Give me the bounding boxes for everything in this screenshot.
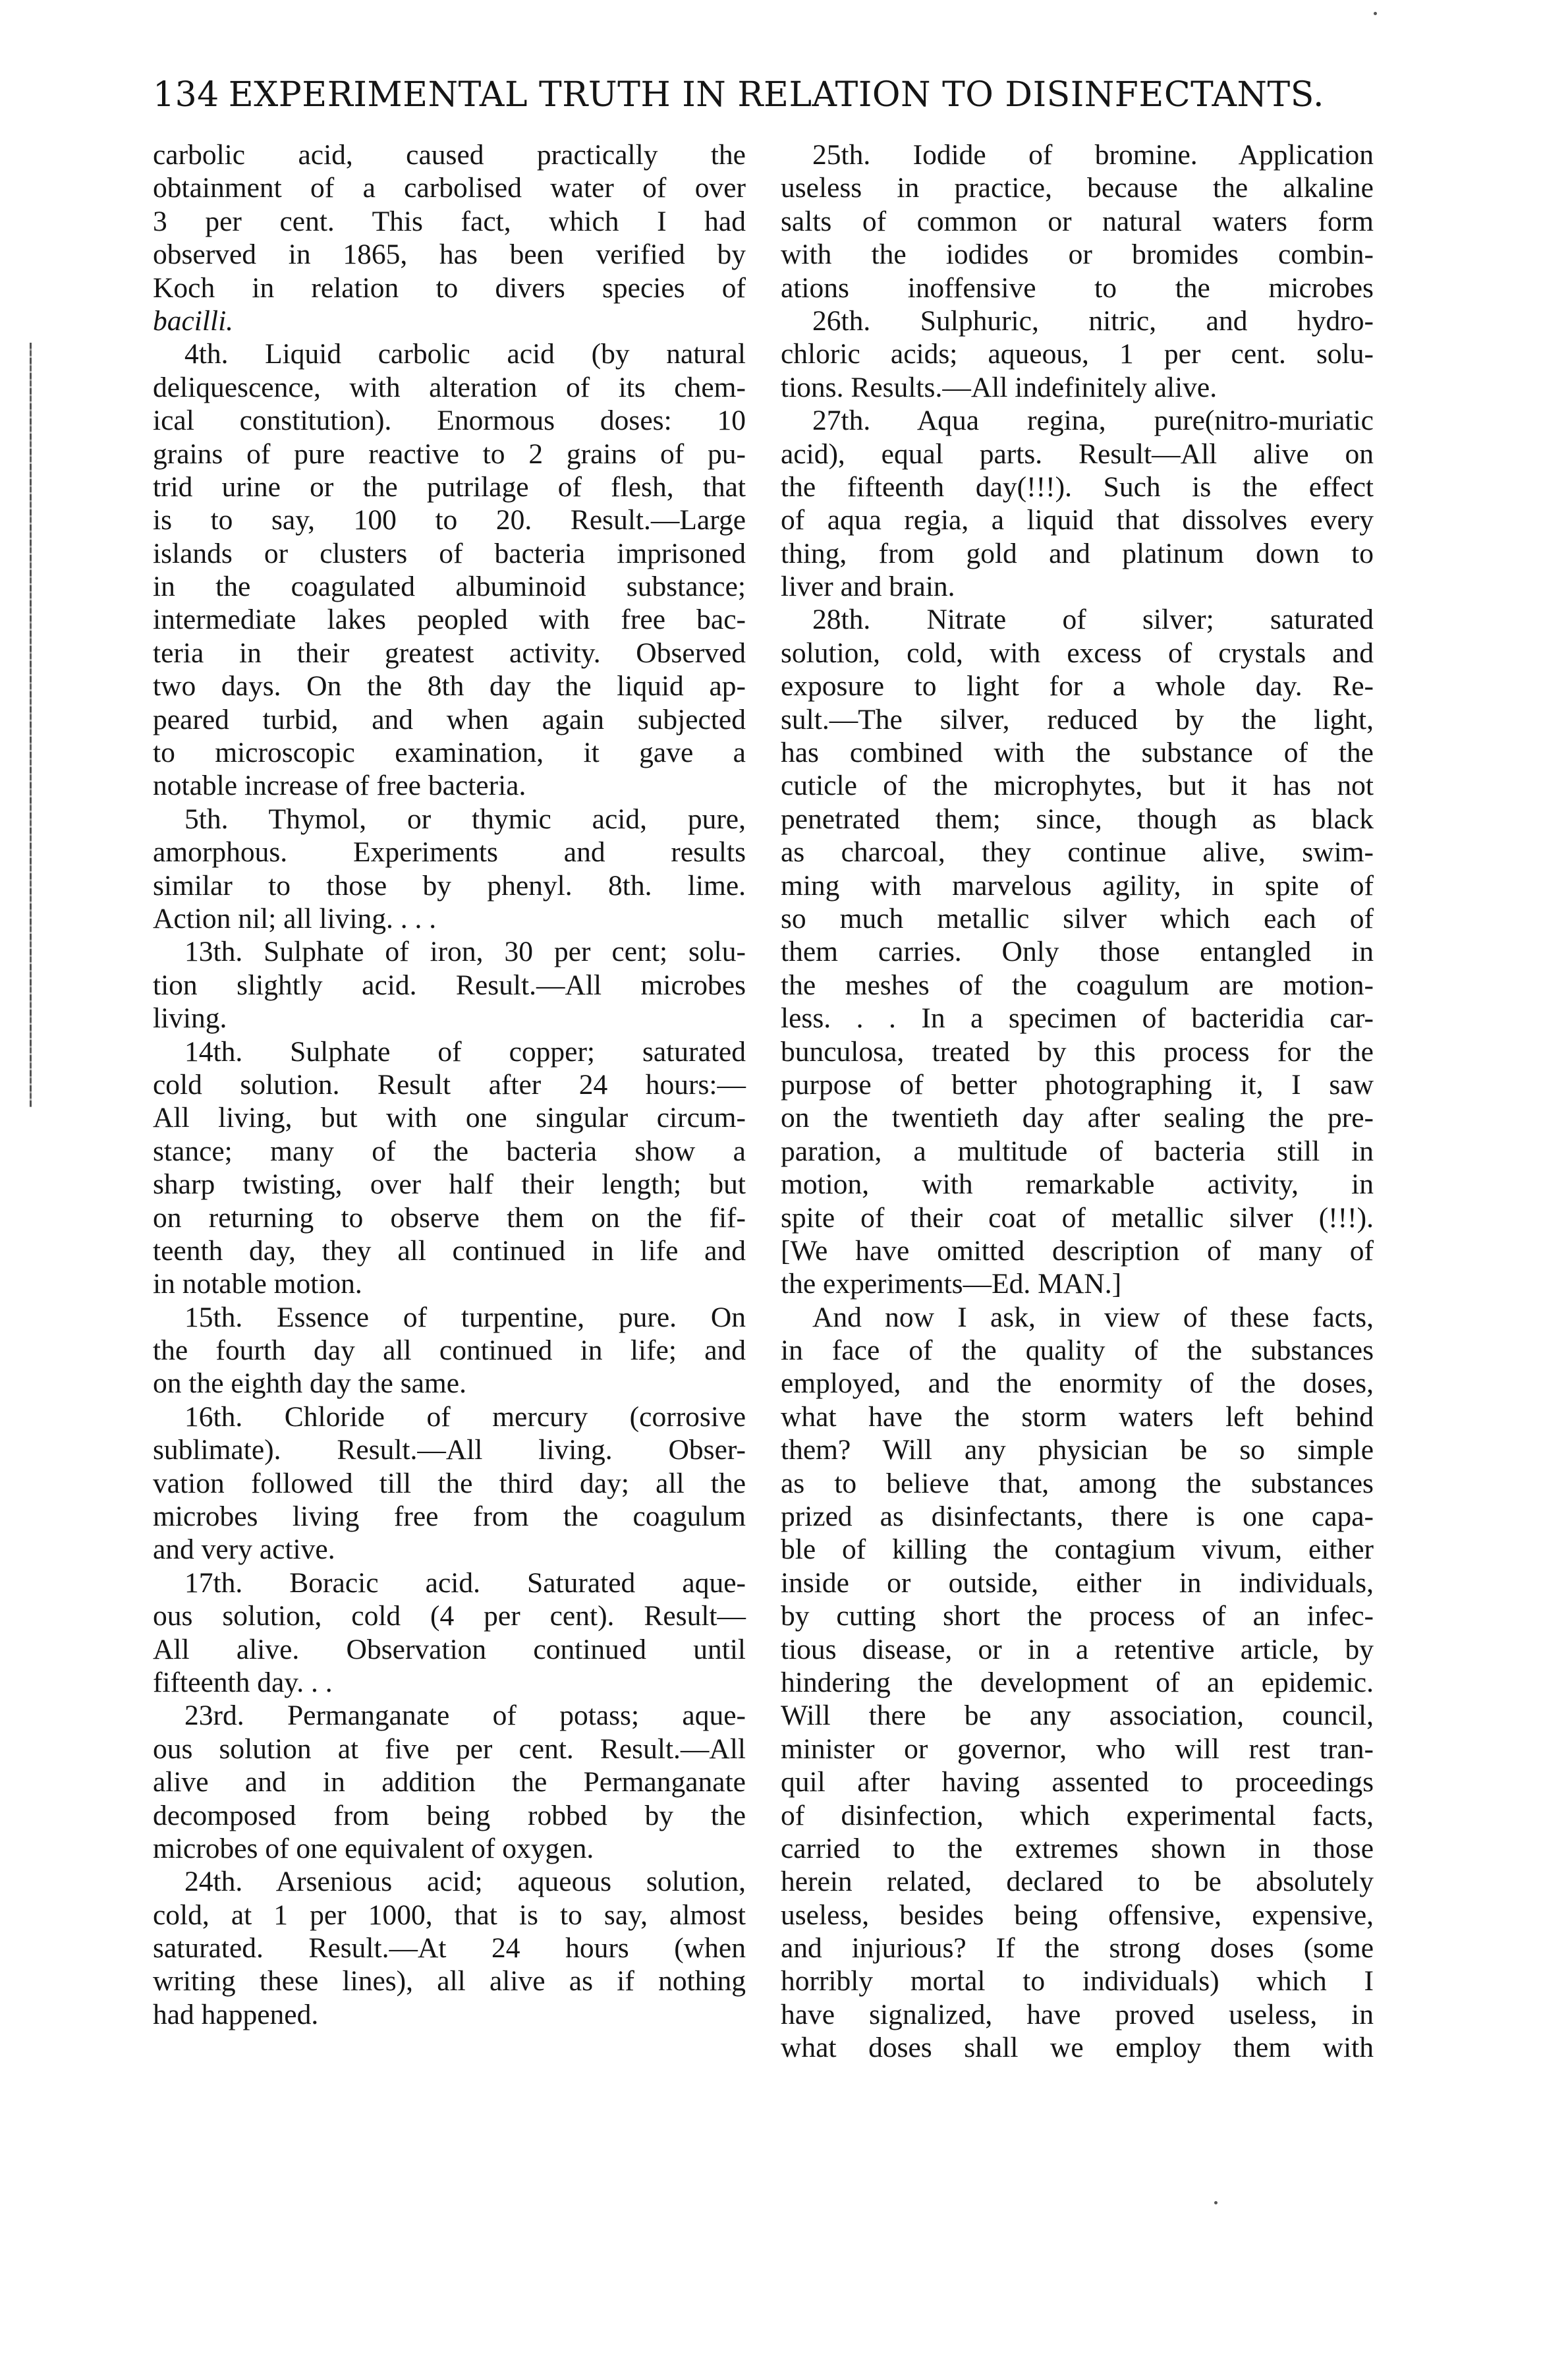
text-line: teenth day, they all continued in life and — [153, 1234, 746, 1267]
text-line: decomposed from being robbed by the — [153, 1799, 746, 1831]
text-line: intermediate lakes peopled with free bac- — [153, 604, 746, 636]
text-line: and very active. — [153, 1534, 335, 1566]
text-line: observed in 1865, has been verified by — [153, 239, 746, 271]
page-number: 134 — [153, 75, 219, 115]
text-line: All alive. Observation continued until — [153, 1633, 746, 1665]
text-line: sharp twisting, over half their length; but — [153, 1168, 746, 1201]
left-column — [153, 138, 746, 2031]
text-line: in the coagulated albuminoid substance; — [153, 571, 746, 603]
text-line: them carries. Only those entangled in — [781, 936, 1374, 968]
text-line: writing these lines), all alive as if nothing — [153, 1965, 746, 1997]
text-line: on the eighth day the same. — [153, 1367, 466, 1400]
right-column — [781, 138, 1374, 2065]
text-line: 4th. Liquid carbolic acid (by natural — [184, 338, 746, 370]
text-line: the experiments—Ed. MAN.] — [781, 1268, 1122, 1300]
text-line: similar to those by phenyl. 8th. lime. — [153, 869, 746, 902]
text-line: is to say, 100 to 20. Result.—Large — [153, 504, 746, 536]
text-line: sult.—The silver, reduced by the light, — [781, 703, 1374, 735]
text-line: All living, but with one singular circum- — [153, 1102, 746, 1134]
text-line: microbes living free from the coagulum — [153, 1501, 746, 1533]
text-line: obtainment of a carbolised water of over — [153, 172, 746, 204]
text-line: ble of killing the contagium vivum, either — [781, 1534, 1374, 1566]
text-line: minister or governor, who will rest tran- — [781, 1733, 1374, 1765]
text-line: them? Will any physician be so simple — [781, 1434, 1374, 1466]
text-line: useless, besides being offensive, expensive, — [781, 1899, 1374, 1931]
text-line: quil after having assented to proceedings — [781, 1766, 1374, 1798]
text-line: 16th. Chloride of mercury (corrosive — [184, 1400, 746, 1433]
text-line: 5th. Thymol, or thymic acid, pure, — [184, 803, 746, 835]
text-line: less. . . In a specimen of bacteridia car- — [781, 1002, 1374, 1035]
running-title: EXPERIMENTAL TRUTH IN RELATION TO DISINFECTANTS. — [228, 75, 1325, 115]
text-line: deliquescence, with alteration of its chem- — [153, 371, 746, 403]
text-line: salts of common or natural waters form — [781, 205, 1374, 237]
text-line: purpose of better photographing it, I saw — [781, 1068, 1374, 1101]
page-header — [153, 74, 1332, 116]
text-line: 28th. Nitrate of silver; saturated — [812, 604, 1374, 636]
text-line: ical constitution). Enormous doses: 10 — [153, 405, 746, 437]
text-line: acid), equal parts. Result—All alive on — [781, 438, 1374, 470]
text-line: 23rd. Permanganate of potass; aque- — [184, 1700, 746, 1732]
text-line: the meshes of the coagulum are motion- — [781, 969, 1374, 1001]
text-line: in notable motion. — [153, 1268, 362, 1300]
text-line: stance; many of the bacteria show a — [153, 1135, 746, 1167]
text-line: tious disease, or in a retentive article, by — [781, 1633, 1374, 1665]
text-line: what doses shall we employ them with — [781, 2032, 1374, 2064]
text-line: tions. Results.—All indefinitely alive. — [781, 371, 1218, 403]
text-line: saturated. Result.—At 24 hours (when — [153, 1932, 746, 1965]
text-line: useless in practice, because the alkaline — [781, 172, 1374, 204]
text-line: 13th. Sulphate of iron, 30 per cent; solu- — [184, 936, 746, 968]
text-line: cold solution. Result after 24 hours:— — [153, 1068, 746, 1101]
text-line: prized as disinfectants, there is one capa- — [781, 1501, 1374, 1533]
text-line: had happened. — [153, 1998, 319, 2030]
text-line: grains of pure reactive to 2 grains of pu- — [153, 438, 746, 470]
text-line: carried to the extremes shown in those — [781, 1832, 1374, 1864]
text-line: ations inoffensive to the microbes — [781, 272, 1374, 304]
text-line: on the twentieth day after sealing the pre- — [781, 1102, 1374, 1134]
text-line: 27th. Aqua regina, pure(nitro-muriatic — [812, 405, 1374, 437]
text-line: on returning to observe them on the fif- — [153, 1201, 746, 1234]
text-line: motion, with remarkable activity, in — [781, 1168, 1374, 1201]
text-line: hindering the development of an epidemic. — [781, 1666, 1374, 1698]
text-line: 15th. Essence of turpentine, pure. On — [184, 1301, 746, 1333]
text-line: teria in their greatest activity. Observed — [153, 637, 746, 669]
text-line: Koch in relation to divers species of — [153, 272, 746, 304]
text-line: in face of the quality of the substances — [781, 1335, 1374, 1367]
text-line: alive and in addition the Permanganate — [153, 1766, 746, 1798]
text-line: as charcoal, they continue alive, swim- — [781, 836, 1374, 869]
text-line: spite of their coat of metallic silver (!!!). — [781, 1201, 1374, 1234]
scan-speck — [1374, 12, 1377, 15]
text-line: ming with marvelous agility, in spite of — [781, 869, 1374, 902]
text-line: cuticle of the microphytes, but it has not — [781, 770, 1374, 802]
text-line: sublimate). Result.—All living. Obser- — [153, 1434, 746, 1466]
text-line: inside or outside, either in individuals, — [781, 1566, 1374, 1599]
text-line: bacilli. — [153, 304, 234, 337]
text-line: tion slightly acid. Result.—All microbes — [153, 969, 746, 1001]
text-line: vation followed till the third day; all the — [153, 1467, 746, 1499]
text-line: ous solution at five per cent. Result.—All — [153, 1733, 746, 1765]
text-line: And now I ask, in view of these facts, — [812, 1301, 1374, 1333]
text-line: 24th. Arsenious acid; aqueous solution, — [184, 1866, 746, 1898]
text-line: ous solution, cold (4 per cent). Result— — [153, 1600, 746, 1632]
text-line: chloric acids; aqueous, 1 per cent. solu- — [781, 338, 1374, 370]
text-line: Will there be any association, council, — [781, 1700, 1374, 1732]
text-line: liver and brain. — [781, 571, 955, 603]
text-line: [We have omitted description of many of — [781, 1234, 1374, 1267]
margin-rule — [30, 343, 32, 1107]
text-line: as to believe that, among the substances — [781, 1467, 1374, 1499]
text-line: carbolic acid, caused practically the — [153, 139, 746, 171]
text-line: cold, at 1 per 1000, that is to say, almost — [153, 1899, 746, 1931]
text-line: 17th. Boracic acid. Saturated aque- — [184, 1566, 746, 1599]
text-line: the fourth day all continued in life; and — [153, 1335, 746, 1367]
text-line: notable increase of free bacteria. — [153, 770, 526, 802]
text-line: two days. On the 8th day the liquid ap- — [153, 670, 746, 703]
text-line: with the iodides or bromides combin- — [781, 239, 1374, 271]
text-line: penetrated them; since, though as black — [781, 803, 1374, 835]
text-line: Action nil; all living. . . . — [153, 902, 437, 934]
text-line: so much metallic silver which each of — [781, 902, 1374, 934]
text-line: amorphous. Experiments and results — [153, 836, 746, 869]
text-line: peared turbid, and when again subjected — [153, 703, 746, 735]
text-line: by cutting short the process of an infec- — [781, 1600, 1374, 1632]
text-line: 3 per cent. This fact, which I had — [153, 205, 746, 237]
text-line: what have the storm waters left behind — [781, 1400, 1374, 1433]
text-line: 14th. Sulphate of copper; saturated — [184, 1035, 746, 1068]
text-line: fifteenth day. . . — [153, 1666, 333, 1698]
text-line: employed, and the enormity of the doses, — [781, 1367, 1374, 1400]
text-line: herein related, declared to be absolutely — [781, 1866, 1374, 1898]
text-line: trid urine or the putrilage of flesh, that — [153, 471, 746, 503]
text-line: 25th. Iodide of bromine. Application — [812, 139, 1374, 171]
text-line: solution, cold, with excess of crystals and — [781, 637, 1374, 669]
text-line: 26th. Sulphuric, nitric, and hydro- — [812, 304, 1374, 337]
text-line: has combined with the substance of the — [781, 737, 1374, 769]
text-line: bunculosa, treated by this process for the — [781, 1035, 1374, 1068]
text-line: thing, from gold and platinum down to — [781, 537, 1374, 569]
text-line: and injurious? If the strong doses (some — [781, 1932, 1374, 1965]
text-line: living. — [153, 1002, 227, 1035]
text-line: the fifteenth day(!!!). Such is the effect — [781, 471, 1374, 503]
text-line: exposure to light for a whole day. Re- — [781, 670, 1374, 703]
text-line: of disinfection, which experimental facts, — [781, 1799, 1374, 1831]
text-line: islands or clusters of bacteria imprisoned — [153, 537, 746, 569]
text-line: of aqua regia, a liquid that dissolves every — [781, 504, 1374, 536]
scan-speck — [1214, 2201, 1218, 2204]
text-line: paration, a multitude of bacteria still in — [781, 1135, 1374, 1167]
text-line: horribly mortal to individuals) which I — [781, 1965, 1374, 1997]
text-line: to microscopic examination, it gave a — [153, 737, 746, 769]
text-line: have signalized, have proved useless, in — [781, 1998, 1374, 2030]
text-line: microbes of one equivalent of oxygen. — [153, 1832, 594, 1864]
